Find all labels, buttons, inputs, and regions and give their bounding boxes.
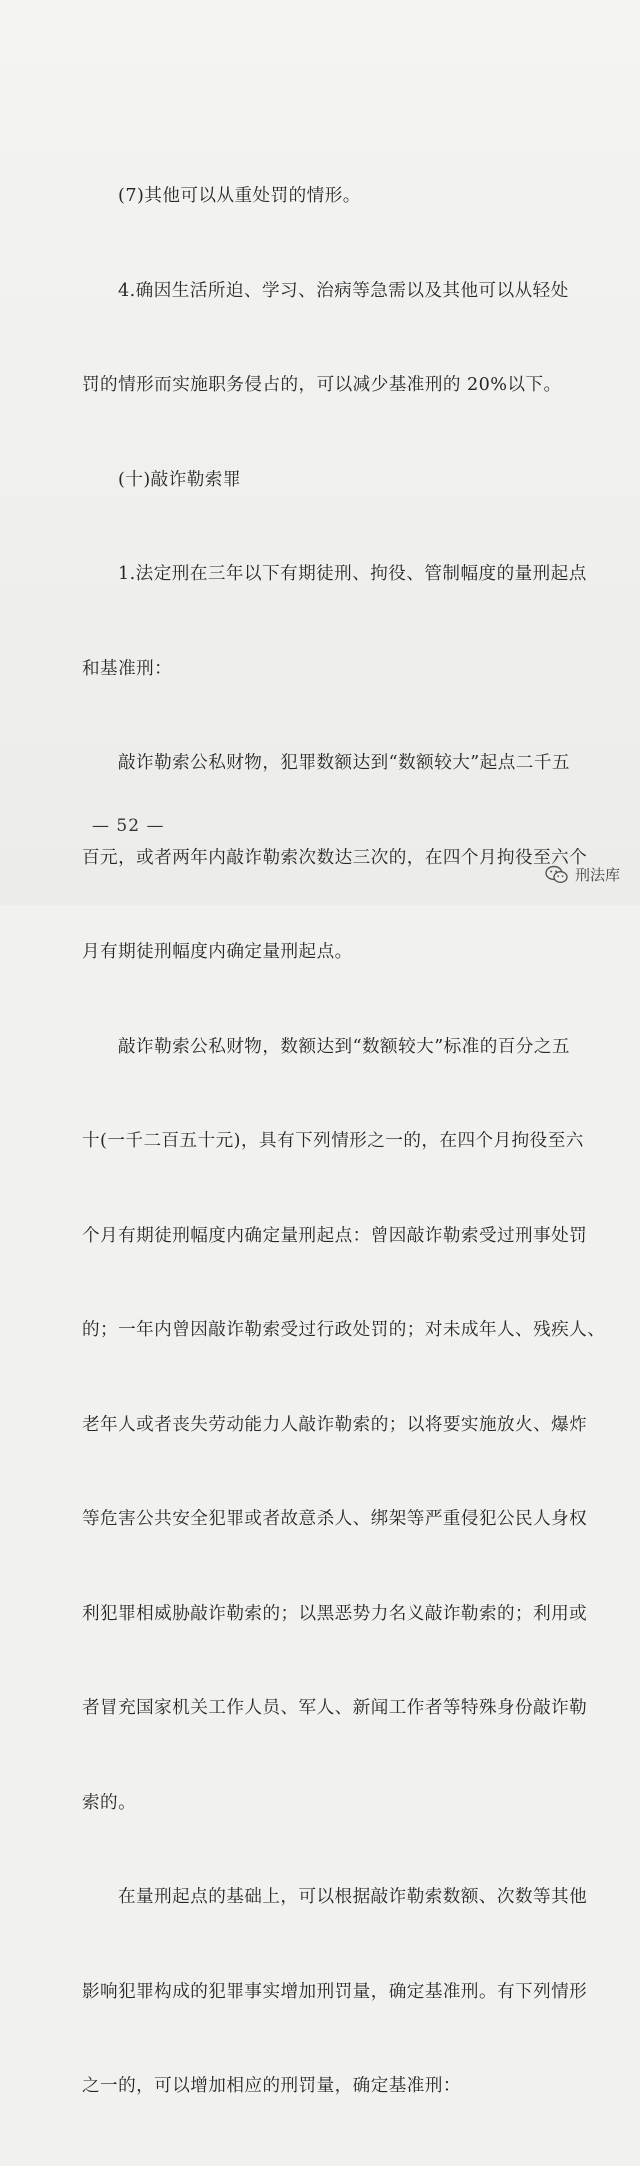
text-line: 月有期徒刑幅度内确定量刑起点。	[82, 942, 353, 962]
text-line: 的；一年内曾因敲诈勒索受过行政处罚的；对未成年人、残疾人、	[82, 1320, 606, 1340]
text-line: 4.确因生活所迫、学习、治病等急需以及其他可以从轻处	[118, 280, 569, 301]
text-line: 个月有期徒刑幅度内确定量刑起点：曾因敲诈勒索受过刑事处罚	[82, 1225, 588, 1246]
text-line: 和基准刑：	[82, 658, 173, 679]
text-line: 罚的情形而实施职务侵占的，可以减少基准刑的 20%以下。	[82, 375, 562, 395]
text-line: 百元，或者两年内敲诈勒索次数达三次的，在四个月拘役至六个	[82, 847, 588, 868]
text-line: (十)敲诈勒索罪	[118, 469, 241, 490]
text-line: 老年人或者丧失劳动能力人敲诈勒索的；以将要实施放火、爆炸	[82, 1414, 588, 1435]
text-line: 敲诈勒索公私财物，数额达到“数额较大”标准的百分之五	[118, 1036, 570, 1057]
wechat-icon	[545, 865, 569, 885]
text-line: 利犯罪相威胁敲诈勒索的；以黑恶势力名义敲诈勒索的；利用或	[82, 1603, 588, 1624]
watermark-label: 刑法库	[574, 866, 620, 884]
text-line: 之一的，可以增加相应的刑罚量，确定基准刑：	[82, 2076, 461, 2096]
text-line: 者冒充国家机关工作人员、军人、新闻工作者等特殊身份敲诈勒	[82, 1698, 588, 1718]
text-line: 1.法定刑在三年以下有期徒刑、拘役、管制幅度的量刑起点	[118, 564, 587, 584]
text-line: 在量刑起点的基础上，可以根据敲诈勒索数额、次数等其他	[118, 1887, 588, 1907]
text-line: 索的。	[82, 1792, 137, 1813]
text-line: (7)其他可以从重处罚的情形。	[118, 186, 361, 206]
text-line: 敲诈勒索公私财物，犯罪数额达到“数额较大”起点二千五	[118, 753, 570, 773]
watermark	[545, 864, 620, 885]
text-line: 十(一千二百五十元)，具有下列情形之一的，在四个月拘役至六	[82, 1131, 584, 1151]
text-line: 影响犯罪构成的犯罪事实增加刑罚量，确定基准刑。有下列情形	[82, 1981, 588, 2002]
page-number: — 52 —	[92, 816, 165, 836]
text-line: 等危害公共安全犯罪或者故意杀人、绑架等严重侵犯公民人身权	[82, 1509, 588, 1529]
